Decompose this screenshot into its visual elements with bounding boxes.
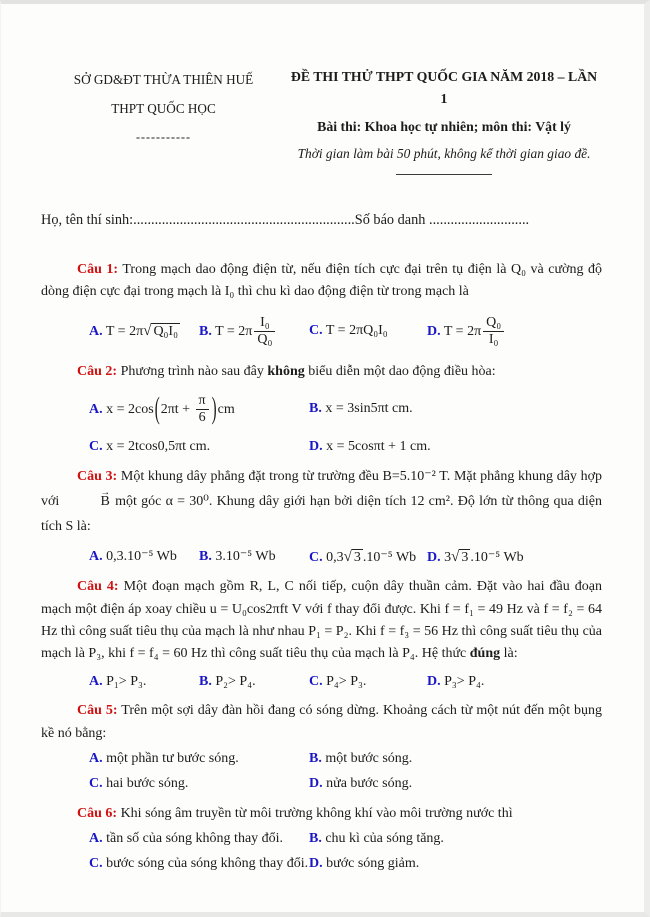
school-name: THPT QUỐC HỌC [111, 101, 216, 117]
option-c [309, 545, 427, 569]
option-c-letter: C. [309, 673, 323, 689]
question-5-label: Câu 5: [77, 703, 118, 719]
option-d [427, 671, 602, 693]
question-1-options [89, 308, 602, 354]
option-d [427, 314, 602, 349]
question-1 [41, 259, 602, 355]
header-divider-line [396, 174, 492, 175]
option-c-letter: C. [309, 323, 323, 339]
question-1-body: Trong mạch dao động điện từ, nếu điện tích cực đại trên tụ điện là Q₀ và cường độ dòng điện cực đại trong mạch là I₀ thì chu kì dao động điện từ trong mạch là [41, 261, 602, 299]
numerator: π [198, 393, 206, 409]
option-b-text: P₂> P₄. [215, 673, 256, 689]
option-b-letter: B. [309, 750, 322, 766]
radicand: Q₀I₀ [153, 324, 178, 340]
question-3-body-1: Một khung dây phẳng đặt trong từ trường đều B=5.10⁻² T. Mặt phẳng khung dây hợp với [41, 469, 602, 509]
sqrt-expression [143, 324, 180, 339]
exam-subject: Bài thi: Khoa học tự nhiên; môn thi: Vật lý [317, 119, 571, 135]
formula-suffix: .10⁻⁵ Wb [470, 549, 524, 565]
question-4-emphasis: đúng [469, 646, 501, 662]
option-c-letter: C. [89, 438, 103, 454]
question-2-label: Câu 2: [77, 364, 118, 380]
option-d-letter: D. [309, 856, 323, 872]
option-d [309, 853, 602, 875]
option-a [89, 671, 199, 693]
question-1-label: Câu 1: [77, 261, 119, 277]
formula-suffix: .10⁻⁵ Wb [362, 549, 417, 565]
header-left-block [41, 66, 286, 175]
candidate-name-label: Họ, tên thí sinh: [41, 211, 134, 228]
candidate-name-dotted-line: .............................................................. [133, 211, 355, 228]
option-b [309, 828, 602, 850]
exam-header [41, 66, 602, 175]
option-a-letter: A. [89, 673, 103, 689]
right-paren: ) [211, 393, 217, 427]
option-d-text: x = 5cosπt + 1 cm. [326, 438, 431, 454]
option-b-letter: B. [199, 323, 212, 339]
denominator: 6 [196, 409, 209, 426]
option-c [309, 320, 427, 342]
option-b-text: một bước sóng. [325, 750, 413, 766]
question-5-body: Trên một sợi dây đàn hồi đang có sóng dừng. Khoảng cách từ một nút đến một bụng kề nó bằng: [41, 703, 603, 741]
question-4-body-1: Một đoạn mạch gồm R, L, C nối tiếp, cuộn dây thuần cảm. Đặt vào hai đầu đoạn mạch một điện áp xoay chiều u = U₀cos2πft V với f thay đổi được. Khi f = f₁ = 49 Hz và f = f₂ = 64 Hz thì công suất tiêu thụ của mạch là như nhau P₁ = P₂. Khi f = f₃ = 56 Hz thì công suất tiêu thụ của mạch là P₃, khi f = f₄ = 60 Hz thì công suất tiêu thụ của mạch là P₄. Hệ thức [41, 579, 602, 662]
question-2-options-row-2 [89, 436, 602, 458]
question-3 [41, 465, 602, 569]
option-a-text: một phần tư bước sóng. [106, 750, 239, 766]
question-5 [41, 700, 602, 796]
option-a-letter: A. [89, 401, 103, 417]
option-c-text: P₄> P₃. [326, 673, 367, 689]
option-a-text: P₁> P₃. [106, 673, 147, 689]
formula-prefix: x = 2cos [106, 401, 154, 417]
option-c-text: T = 2πQ₀I₀ [325, 323, 388, 339]
question-4-text [41, 576, 602, 666]
question-4-label: Câu 4: [77, 579, 119, 595]
option-a [89, 392, 309, 427]
formula-prefix: T = 2π [443, 323, 482, 339]
fraction [254, 315, 275, 348]
option-a-text: 0,3.10⁻⁵ Wb [106, 548, 177, 564]
question-3-label: Câu 3: [77, 469, 118, 485]
fraction [196, 393, 209, 426]
option-a [89, 748, 309, 770]
option-c-letter: C. [309, 549, 323, 565]
question-6 [41, 803, 602, 876]
option-b-letter: B. [309, 831, 322, 847]
candidate-id-label: Số báo danh [354, 211, 426, 228]
option-b-letter: B. [199, 673, 212, 689]
option-b [199, 671, 309, 693]
option-b [199, 546, 309, 568]
denominator: Q₀ [254, 331, 275, 348]
option-a-letter: A. [89, 324, 103, 340]
option-b-letter: B. [309, 401, 322, 417]
exam-time-note: Thời gian làm bài 50 phút, không kể thời gian giao đề. [297, 146, 591, 162]
option-a-letter: A. [89, 750, 103, 766]
option-b-letter: B. [199, 548, 212, 564]
option-a [89, 319, 199, 343]
option-c-text: hai bước sóng. [106, 776, 189, 792]
option-d-letter: D. [309, 438, 323, 454]
department-name: SỞ GD&ĐT THỪA THIÊN HUẾ [73, 72, 254, 87]
question-6-options-row-1 [89, 828, 602, 850]
denominator: I₀ [483, 331, 504, 348]
question-5-options-row-2 [89, 773, 602, 795]
option-b-text: x = 3sin5πt cm. [325, 401, 413, 417]
option-d-letter: D. [427, 323, 441, 339]
option-b [199, 314, 309, 349]
option-d [427, 545, 602, 569]
numerator: I₀ [260, 314, 270, 330]
exam-title: ĐỀ THI THỬ THPT QUỐC GIA NĂM 2018 – LẦN 1 [290, 69, 598, 107]
question-2-body-2: biểu diễn một dao động điều hòa: [304, 364, 496, 380]
question-6-body: Khi sóng âm truyền từ môi trường không khí vào môi trường nước thì [117, 805, 513, 821]
left-paren: ( [154, 393, 160, 427]
numerator: Q₀ [486, 314, 502, 330]
option-c [89, 853, 309, 875]
option-a-letter: A. [89, 831, 103, 847]
sqrt-expression [451, 550, 470, 565]
formula-prefix: 0,3 [326, 549, 344, 565]
option-c [309, 671, 427, 693]
question-2-options-row-1 [89, 387, 602, 433]
option-b-text: 3.10⁻⁵ Wb [215, 548, 276, 564]
question-4-options [89, 671, 602, 693]
header-dashes: ----------- [136, 130, 191, 145]
vector-b-symbol: B → [65, 490, 110, 515]
option-c [89, 436, 309, 458]
question-6-options-row-2 [89, 853, 602, 875]
formula-inner: 2πt + [160, 401, 194, 417]
question-1-text [41, 259, 602, 304]
option-d-letter: D. [309, 776, 323, 792]
question-5-text [41, 700, 602, 745]
question-3-body-2: một góc α = 30⁰. Khung dây giới hạn bởi diện tích 12 cm². Độ lớn từ thông qua diện tích S là: [41, 493, 603, 534]
question-4-body-2: là: [500, 646, 518, 662]
header-right-block [286, 66, 602, 175]
radicand: 3 [461, 549, 469, 565]
formula-suffix: cm [217, 401, 235, 417]
candidate-line [41, 209, 602, 232]
question-6-text [41, 803, 602, 825]
option-c-letter: C. [89, 856, 103, 872]
radicand: 3 [353, 549, 361, 565]
option-a-text: tần số của sóng không thay đổi. [106, 831, 284, 847]
fraction [483, 315, 504, 348]
question-5-options-row-1 [89, 748, 602, 770]
option-a [89, 828, 309, 850]
option-a-letter: A. [89, 548, 103, 564]
option-d-text: P₃> P₄. [444, 673, 485, 689]
question-2-body-1: Phương trình nào sau đây [117, 364, 268, 380]
question-2-text [41, 361, 602, 383]
question-6-label: Câu 6: [77, 805, 118, 821]
formula-prefix: T = 2π [215, 323, 253, 339]
option-c-text: x = 2tcos0,5πt cm. [106, 438, 211, 454]
question-3-options [89, 545, 602, 569]
option-d [309, 773, 602, 795]
option-d-text: nửa bước sóng. [326, 776, 413, 792]
option-d-letter: D. [427, 549, 441, 565]
option-a [89, 546, 199, 568]
option-c [89, 773, 309, 795]
option-c-text: bước sóng của sóng không thay đổi. [106, 856, 309, 872]
option-d-text: bước sóng giảm. [326, 856, 420, 872]
formula-prefix: 3 [444, 549, 452, 565]
question-2 [41, 361, 602, 458]
option-b [309, 398, 602, 420]
candidate-id-dotted-line: ............................ [429, 211, 530, 228]
sqrt-expression [344, 550, 363, 565]
option-d-letter: D. [427, 673, 441, 689]
formula-prefix: T = 2π [105, 324, 144, 340]
option-c-letter: C. [89, 776, 103, 792]
question-2-emphasis: không [267, 364, 305, 380]
option-d [309, 436, 602, 458]
option-b-text: chu kì của sóng tăng. [325, 831, 444, 847]
question-4 [41, 576, 602, 693]
option-b [309, 748, 602, 770]
question-3-text [41, 465, 602, 540]
